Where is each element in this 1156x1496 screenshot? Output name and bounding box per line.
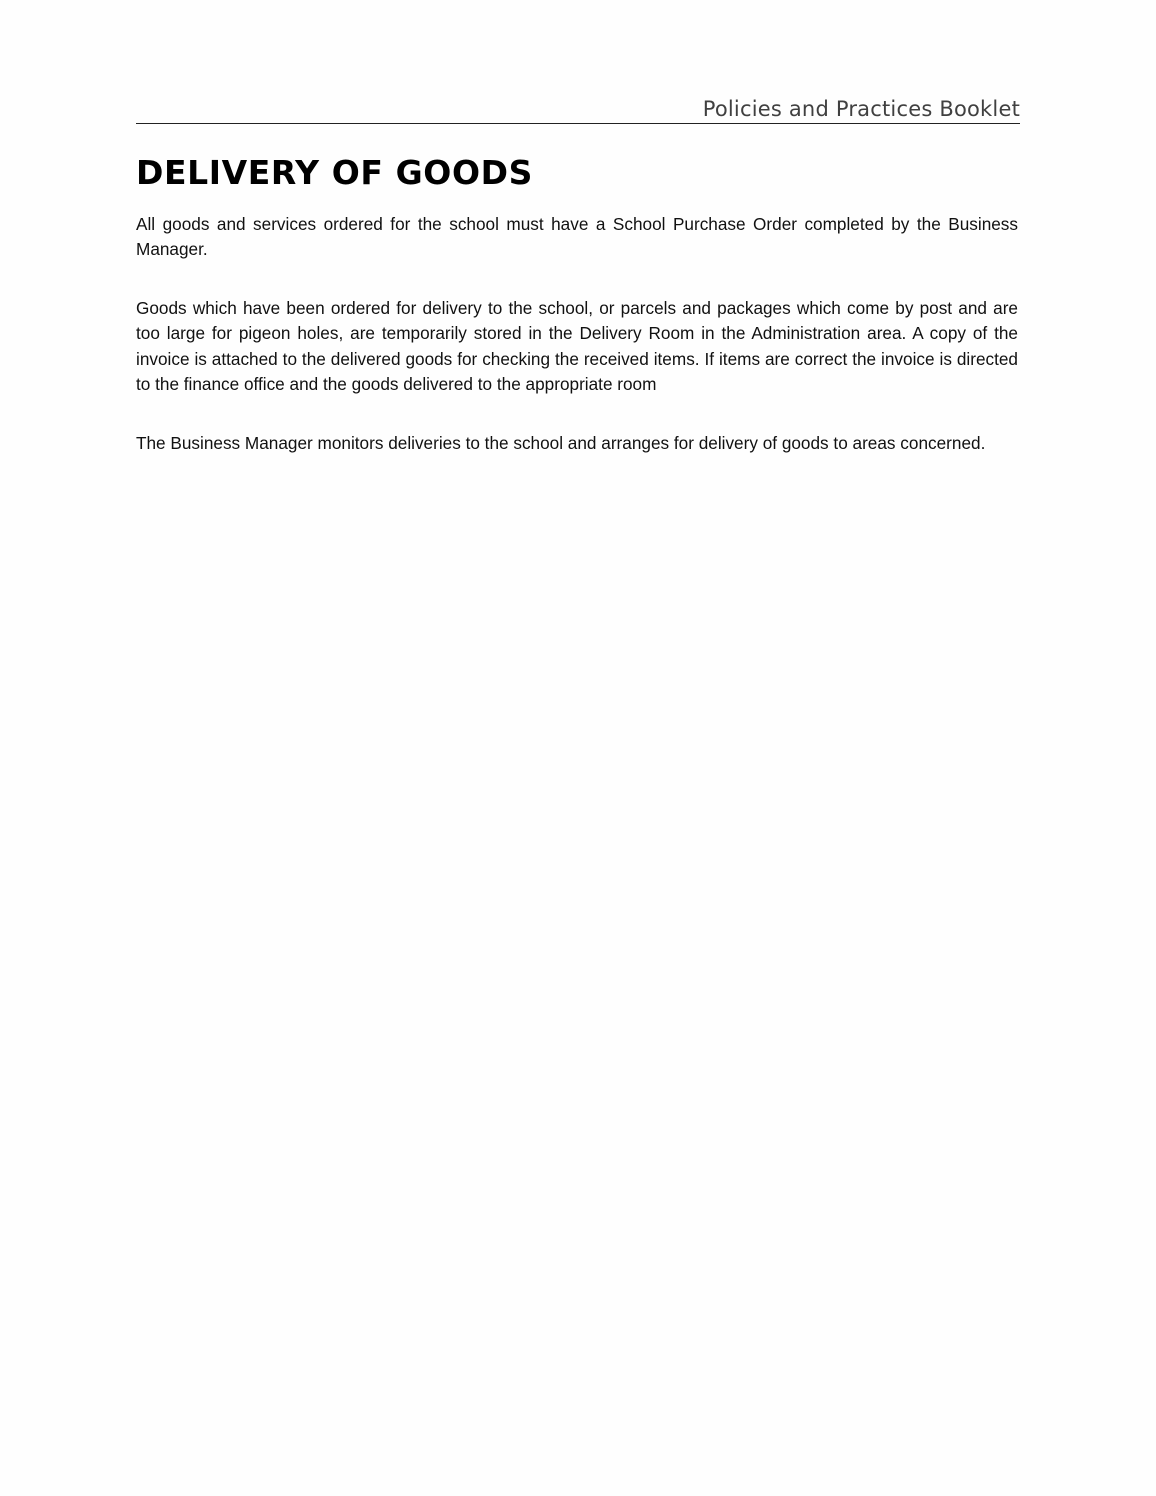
paragraph-delivery-room: Goods which have been ordered for delivery to the school, or parcels and packages which come by post and are too large for pigeon holes, are temporarily stored in the Delivery Room in the Administration area. A copy of the invoice is attached to the delivered goods for checking the received items. If items are correct the invoice is directed to the finance office and the goods delivered to the appropriate room	[136, 298, 1018, 395]
running-header	[136, 97, 1020, 124]
paragraph-business-manager: The Business Manager monitors deliveries to the school and arranges for delivery of goods to areas concerned.	[136, 433, 986, 453]
paragraph-purchase-order: All goods and services ordered for the school must have a School Purchase Order completed by the Business Manager.	[136, 214, 1018, 260]
running-header-title: Policies and Practices Booklet	[702, 97, 1020, 121]
page-title: DELIVERY OF GOODS	[136, 153, 533, 192]
